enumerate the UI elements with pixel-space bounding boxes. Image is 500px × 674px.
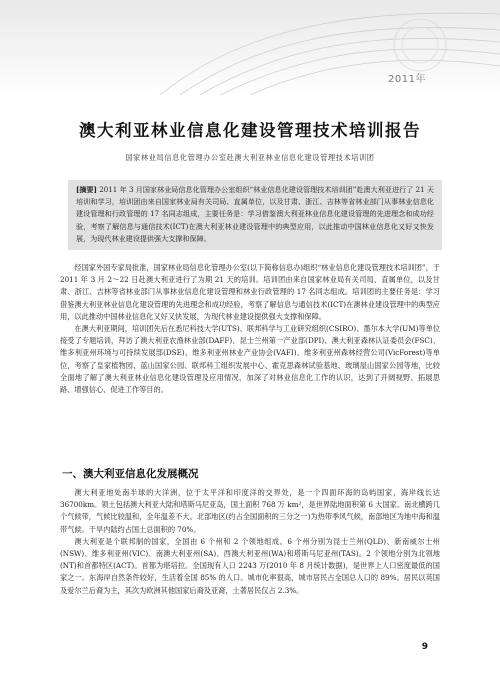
author-line: 国家林业局信息化管理办公室赴澳大利亚林业信息化建设管理技术培训团 — [125, 153, 375, 162]
section-body — [60, 487, 440, 597]
article-title: 澳大利亚林业信息化建设管理技术培训报告 — [79, 121, 421, 140]
section-heading: 一、澳大利亚信息化发展概况 — [62, 468, 199, 480]
abstract-text: 2011 年 3 月国家林业局信息化管理办公室组织“林业信息化建设管理技术培训团”赴澳大利亚进行了 21 天培训和学习，培训团由来自国家林业局有关司局、直属单位，以及甘肃、浙江、吉林等省林业部门从事林业信息化建设管理和行政管理的 17 名同志组成，主要任务是：学习借鉴澳大利亚林业信息化建设管理的先进理念和成功经验，考察了解信息与通信技术(ICT)在澳大利亚林业建设管理中的典型应用，以此推动中国林业信息化又好又快发展，为现代林业建设提供强大支撑和保障。 — [76, 185, 435, 243]
intro-body — [60, 262, 440, 396]
abstract-box — [68, 180, 442, 250]
section-paragraph: 澳大利亚是个联邦制的国家，全国由 6 个州和 2 个领地组成。6 个州分别为昆士兰州(QLD)、新南威尔士州(NSW)、维多利亚州(VIC)、南澳大利亚州(SA)、西澳大利亚州(WA)和塔斯马尼亚州(TAS)。2 个领地分别为北领地(NT)和首都特区(ACT)。首都为堪培拉。全国现有人口 2243 万(2010 年 8 月统计数据)，是世界上人口密度最低的国家之一。东海岸自然条件较好，生活着全国 85% 的人口。城市化率很高，城市居民占全国总人口的 89%。居民以英国及爱尔兰后裔为主，其次为欧洲其他国家后裔及亚裔，土著居民仅占 2.3%。 — [60, 536, 440, 595]
section-paragraph: 澳大利亚地处南半球的大洋洲，位于太平洋和印度洋的交界处，是一个四面环海的岛屿国家，海岸线长达 36700km。领土包括澳大利亚大陆和塔斯马尼亚岛，国土面积 768 万 km²，是世界陆地面积第 6 大国家。南北横跨几个气候带，气候比较温和，全年温差不大。北部地区(约占全国面积的三分之一)为热带季风气候，南部地区为地中海和温带气候。干旱内陆约占国土总面积的 70%。 — [60, 488, 440, 534]
intro-paragraph: 在澳大利亚期间，培训团先后在悉尼科技大学(UTS)、联邦科学与工业研究组织(CSIRO)、墨尔本大学(UM)等单位接受了专题培训，拜访了澳大利亚农渔林业部(DAFF)、昆士兰州第一产业部(DPI)、澳大利亚森林认证委员会(FSC)、维多利亚州环境与可持续发展部(DSE)、维多利亚州林业产业协会(VAFI)、维多利亚州森林经营公司(VicForest)等单位，考察了皇家植物园、蓝山国家公园、联邦科工组织发展中心、霍克思森林试验基地、玻璃屋山国家公园等地，比较全面地了解了澳大利亚林业信息化建设管理及应用情况，加深了对林业信息化工作的认识，达到了开阔视野、拓展思路、增强信心、促进工作等目的。 — [60, 324, 440, 395]
abstract-label: [摘要] — [76, 185, 97, 194]
page-number: 9 — [421, 642, 428, 652]
intro-paragraph: 经国家外国专家局批准，国家林业局信息化管理办公室(以下简称信息办)组织“林业信息化建设管理技术培训团”，于 2011 年 3 月 2～22 日赴澳大利亚进行了为期 21 天的培训。培训团由来自国家林业局有关司局、直属单位，以及甘肃、浙江、吉林等省林业部门从事林业信息化建设管理和林业行政管理的 17 名同志组成。培训团的主要任务是：学习借鉴澳大利亚林业信息化建设管理的先进理念和成功经验，考察了解信息与通信技术(ICT)在澳林业建设管理中的典型应用，以此推动中国林业信息化又好又快发展，为现代林业建设提供强大支撑和保障。 — [60, 263, 440, 321]
header-band — [0, 0, 500, 95]
year-tag: 2011年 — [388, 74, 426, 85]
